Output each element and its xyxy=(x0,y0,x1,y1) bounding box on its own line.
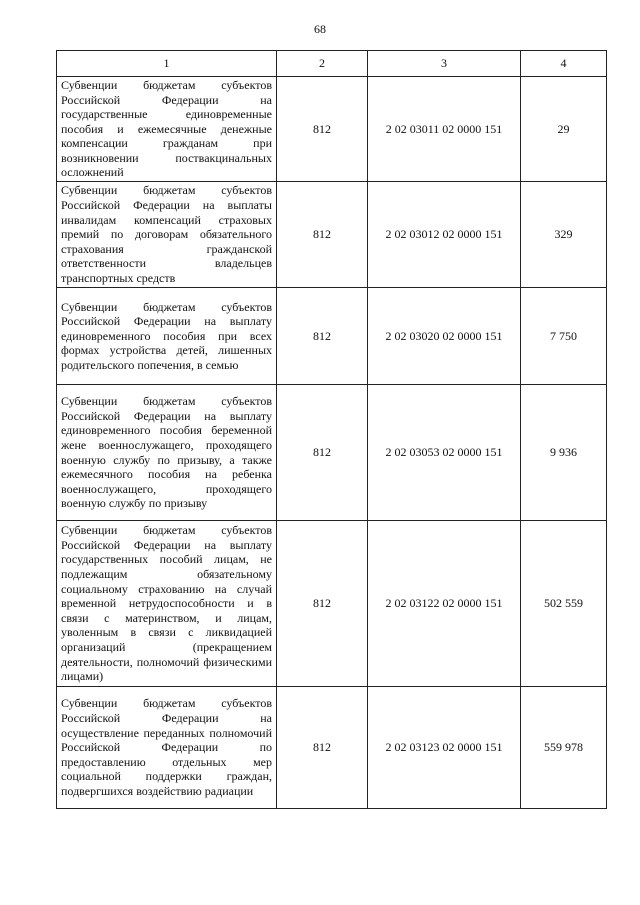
row-admin-code: 812 xyxy=(277,77,368,182)
row-description: Субвенции бюджетам субъектов Российской Федерации на выплату единовременного пособия при всех формах устройства детей, лишенных родительского попечения, в семью xyxy=(57,288,277,385)
header-row xyxy=(57,51,607,77)
page-number: 68 xyxy=(314,22,326,36)
row-admin-code: 812 xyxy=(277,182,368,288)
row-description: Субвенции бюджетам субъектов Российской Федерации на государственные единовременные пособия и ежемесячные денежные компенсации гражданам при возникновении поствакцинальных осложнений xyxy=(57,77,277,182)
table-row xyxy=(57,77,607,182)
row-amount: 559 978 xyxy=(521,687,607,809)
table-row xyxy=(57,182,607,288)
row-amount: 329 xyxy=(521,182,607,288)
row-budget-code: 2 02 03122 02 0000 151 xyxy=(368,521,521,687)
row-admin-code: 812 xyxy=(277,288,368,385)
table-row xyxy=(57,288,607,385)
row-budget-code: 2 02 03020 02 0000 151 xyxy=(368,288,521,385)
column-header-4: 4 xyxy=(521,51,607,77)
row-description: Субвенции бюджетам субъектов Российской Федерации на выплаты инвалидам компенсаций страховых премий по договорам обязательного страхования гражданской ответственности владельцев транспортных средств xyxy=(57,182,277,288)
column-header-1: 1 xyxy=(57,51,277,77)
row-description: Субвенции бюджетам субъектов Российской Федерации на осуществление переданных полномочий Российской Федерации по предоставлению отдельных мер социальной поддержки граждан, подвергшихся воздействию радиации xyxy=(57,687,277,809)
row-budget-code: 2 02 03053 02 0000 151 xyxy=(368,385,521,521)
column-header-2: 2 xyxy=(277,51,368,77)
row-admin-code: 812 xyxy=(277,521,368,687)
table-row xyxy=(57,385,607,521)
row-amount: 502 559 xyxy=(521,521,607,687)
row-description: Субвенции бюджетам субъектов Российской Федерации на выплату единовременного пособия беременной жене военнослужащего, проходящего военную службу по призыву, а также ежемесячного пособия на ребенка военнослужащего, проходящего военную службу по призыву xyxy=(57,385,277,521)
row-budget-code: 2 02 03011 02 0000 151 xyxy=(368,77,521,182)
column-header-3: 3 xyxy=(368,51,521,77)
row-amount: 29 xyxy=(521,77,607,182)
row-amount: 9 936 xyxy=(521,385,607,521)
row-admin-code: 812 xyxy=(277,687,368,809)
budget-table xyxy=(56,50,607,809)
table-row xyxy=(57,521,607,687)
row-amount: 7 750 xyxy=(521,288,607,385)
table-row xyxy=(57,687,607,809)
row-admin-code: 812 xyxy=(277,385,368,521)
row-budget-code: 2 02 03123 02 0000 151 xyxy=(368,687,521,809)
row-budget-code: 2 02 03012 02 0000 151 xyxy=(368,182,521,288)
row-description: Субвенции бюджетам субъектов Российской Федерации на выплату государственных пособий лицам, не подлежащим обязательному социальному страхованию на случай временной нетрудоспособности и в связи с материнством, и лицам, уволенным в связи с ликвидацией организаций (прекращением деятельности, полномочий физическими лицами) xyxy=(57,521,277,687)
